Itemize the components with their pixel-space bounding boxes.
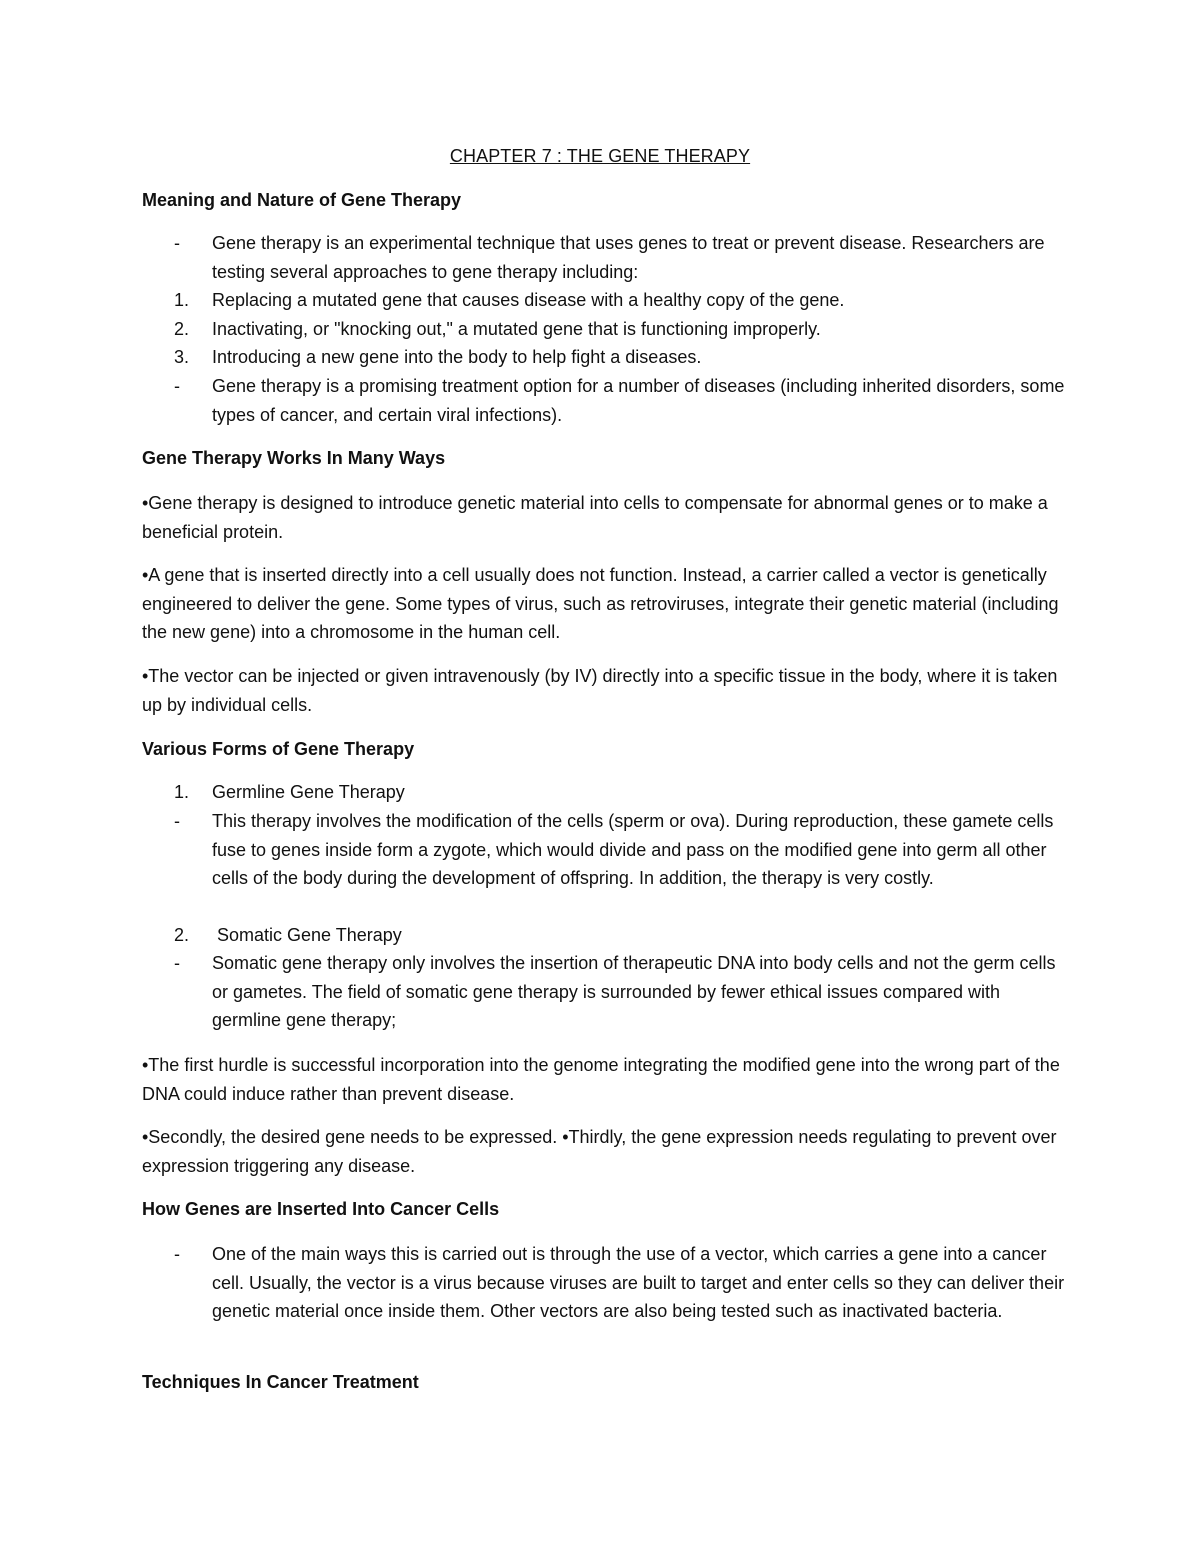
list-item xyxy=(142,343,1072,371)
list-item-text: Somatic gene therapy only involves the insertion of therapeutic DNA into body cells and not the germ cells or gametes. The field of somatic gene therapy is surrounded by fewer ethical issues compared with germline gene therapy; xyxy=(212,953,1056,1030)
section-heading-meaning: Meaning and Nature of Gene Therapy xyxy=(142,190,462,210)
list-marker: 1. xyxy=(174,782,190,802)
list-item xyxy=(142,286,1072,314)
bullet-paragraph: •A gene that is inserted directly into a cell usually does not function. Instead, a carrier called a vector is genetically engineered to deliver the gene. Some types of virus, such as retroviruses, integrate their genetic material (including the new gene) into a chromosome in the human cell. xyxy=(142,565,1059,642)
list-item xyxy=(142,315,1072,343)
list-marker: - xyxy=(174,953,180,973)
bullet-paragraph: •The vector can be injected or given intravenously (by IV) directly into a specific tissue in the body, where it is taken up by individual cells. xyxy=(142,666,1058,715)
list-item xyxy=(142,807,1072,921)
list-item-text: Introducing a new gene into the body to help fight a diseases. xyxy=(212,347,702,367)
list-item-text: Gene therapy is a promising treatment option for a number of diseases (including inherited disorders, some types of cancer, and certain viral infections). xyxy=(212,376,1065,425)
list-item xyxy=(142,229,1072,286)
list-item xyxy=(142,1240,1072,1354)
list-item-text: Gene therapy is an experimental technique that uses genes to treat or prevent disease. Researchers are testing several approaches to gene therapy including: xyxy=(212,233,1045,282)
page-title: CHAPTER 7 : THE GENE THERAPY xyxy=(449,146,751,166)
list-item xyxy=(142,372,1072,429)
list-marker: 1. xyxy=(174,290,190,310)
section-heading-forms: Various Forms of Gene Therapy xyxy=(142,739,415,759)
list-item xyxy=(142,921,1072,949)
list-marker: 2. xyxy=(174,319,190,339)
list-item xyxy=(142,949,1072,1035)
list-item xyxy=(142,778,1072,806)
list-item-text: One of the main ways this is carried out is through the use of a vector, which carries a gene into a cancer cell. Usually, the vector is a virus because viruses are built to target and enter cells so they can deliver their genetic material once inside them. Other vectors are also being tested such as inactivated bacteria. xyxy=(212,1244,1065,1321)
list-marker: - xyxy=(174,1244,180,1264)
list-item-text: This therapy involves the modification of the cells (sperm or ova). During reproduction, these gamete cells fuse to genes inside form a zygote, which would divide and pass on the modified gene into germ all other cells of the body during the development of offspring. In addition, the therapy is very costly. xyxy=(212,811,1054,888)
list-item-text: Germline Gene Therapy xyxy=(212,782,405,802)
list-marker: 2. xyxy=(174,925,190,945)
section-heading-techniques: Techniques In Cancer Treatment xyxy=(142,1372,419,1392)
list-marker: 3. xyxy=(174,347,190,367)
list-marker: - xyxy=(174,233,180,253)
bullet-paragraph: •Gene therapy is designed to introduce genetic material into cells to compensate for abnormal genes or to make a beneficial protein. xyxy=(142,493,1048,542)
list-item-text: Replacing a mutated gene that causes disease with a healthy copy of the gene. xyxy=(212,290,845,310)
list-marker: - xyxy=(174,811,180,831)
list-item-text: Inactivating, or "knocking out," a mutated gene that is functioning improperly. xyxy=(212,319,821,339)
list-item-text: Somatic Gene Therapy xyxy=(212,925,402,945)
bullet-paragraph: •Secondly, the desired gene needs to be expressed. •Thirdly, the gene expression needs regulating to prevent over expression triggering any disease. xyxy=(142,1127,1057,1176)
section-heading-works: Gene Therapy Works In Many Ways xyxy=(142,448,446,468)
bullet-paragraph: •The first hurdle is successful incorporation into the genome integrating the modified gene into the wrong part of the DNA could induce rather than prevent disease. xyxy=(142,1055,1060,1104)
section-heading-insertion: How Genes are Inserted Into Cancer Cells xyxy=(142,1199,500,1219)
list-marker: - xyxy=(174,376,180,396)
